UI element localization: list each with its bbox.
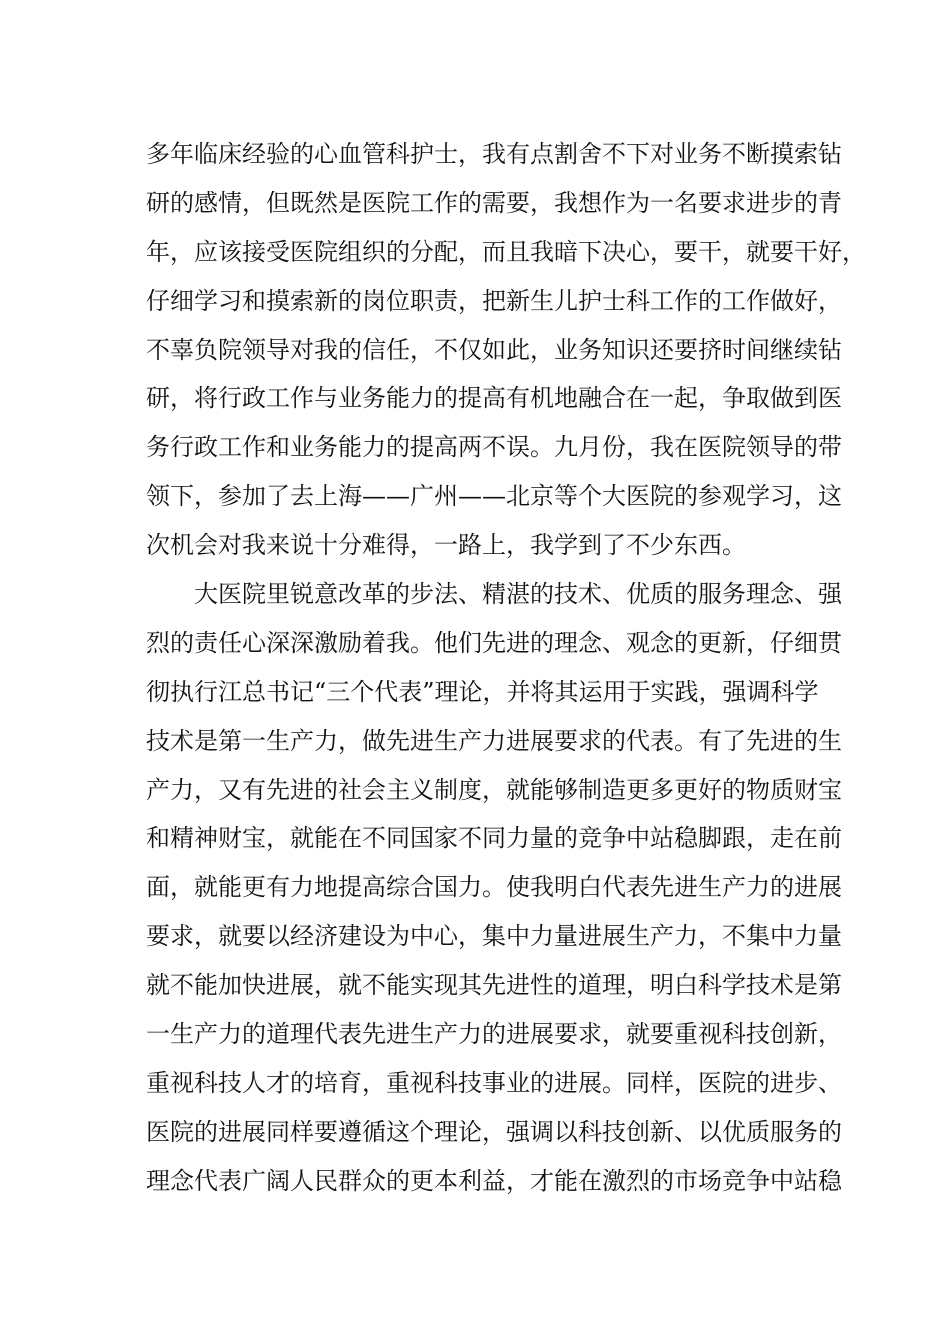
document-body (146, 130, 866, 1206)
paragraph-line: 不辜负院领导对我的信任，不仅如此，业务知识还要挤时间继续钻 (146, 335, 842, 364)
paragraph-line: 研，将行政工作与业务能力的提高有机地融合在一起，争取做到医 (146, 384, 842, 413)
paragraph-line: 一生产力的道理代表先进生产力的进展要求，就要重视科技创新， (146, 1020, 842, 1049)
paragraph-line: 和精神财宝，就能在不同国家不同力量的竞争中站稳脚跟，走在前 (146, 824, 842, 853)
paragraph-line: 重视科技人才的培育，重视科技事业的进展。同样，医院的进步、 (146, 1068, 842, 1097)
paragraph-line: 面，就能更有力地提高综合国力。使我明白代表先进生产力的进展 (146, 873, 842, 902)
paragraph-first-line: 大医院里锐意改革的步法、精湛的技术、优质的服务理念、强 (194, 580, 842, 609)
paragraph-1 (146, 130, 866, 570)
paragraph-line: 仔细学习和摸索新的岗位职责，把新生儿护士科工作的工作做好， (146, 286, 842, 315)
paragraph-2 (146, 570, 842, 1206)
paragraph-line: 就不能加快进展，就不能实现其先进性的道理，明白科学技术是第 (146, 971, 842, 1000)
paragraph-line: 要求，就要以经济建设为中心，集中力量进展生产力，不集中力量 (146, 922, 842, 951)
paragraph-line: 次机会对我来说十分难得，一路上，我学到了不少东西。 (146, 531, 746, 560)
paragraph-line: 多年临床经验的心血管科护士，我有点割舍不下对业务不断摸索钻 (146, 140, 842, 168)
paragraph-line: 技术是第一生产力，做先进生产力进展要求的代表。有了先进的生 (146, 726, 842, 755)
paragraph-line: 彻执行江总书记“三个代表”理论，并将其运用于实践，强调科学 (146, 677, 819, 706)
paragraph-line: 医院的进展同样要遵循这个理论，强调以科技创新、以优质服务的 (146, 1117, 842, 1146)
paragraph-line: 烈的责任心深深激励着我。他们先进的理念、观念的更新，仔细贯 (146, 628, 842, 657)
paragraph-line: 产力，又有先进的社会主义制度，就能够制造更多更好的物质财宝 (146, 775, 842, 804)
paragraph-line: 研的感情，但既然是医院工作的需要，我想作为一名要求进步的青 (146, 188, 842, 217)
paragraph-line: 年，应该接受医院组织的分配，而且我暗下决心，要干，就要干好， (146, 237, 866, 266)
paragraph-line: 领下，参加了去上海——广州——北京等个大医院的参观学习，这 (146, 482, 842, 511)
paragraph-line: 务行政工作和业务能力的提高两不误。九月份，我在医院领导的带 (146, 433, 842, 462)
paragraph-line: 理念代表广阔人民群众的更本利益，才能在激烈的市场竞争中站稳 (146, 1166, 842, 1195)
